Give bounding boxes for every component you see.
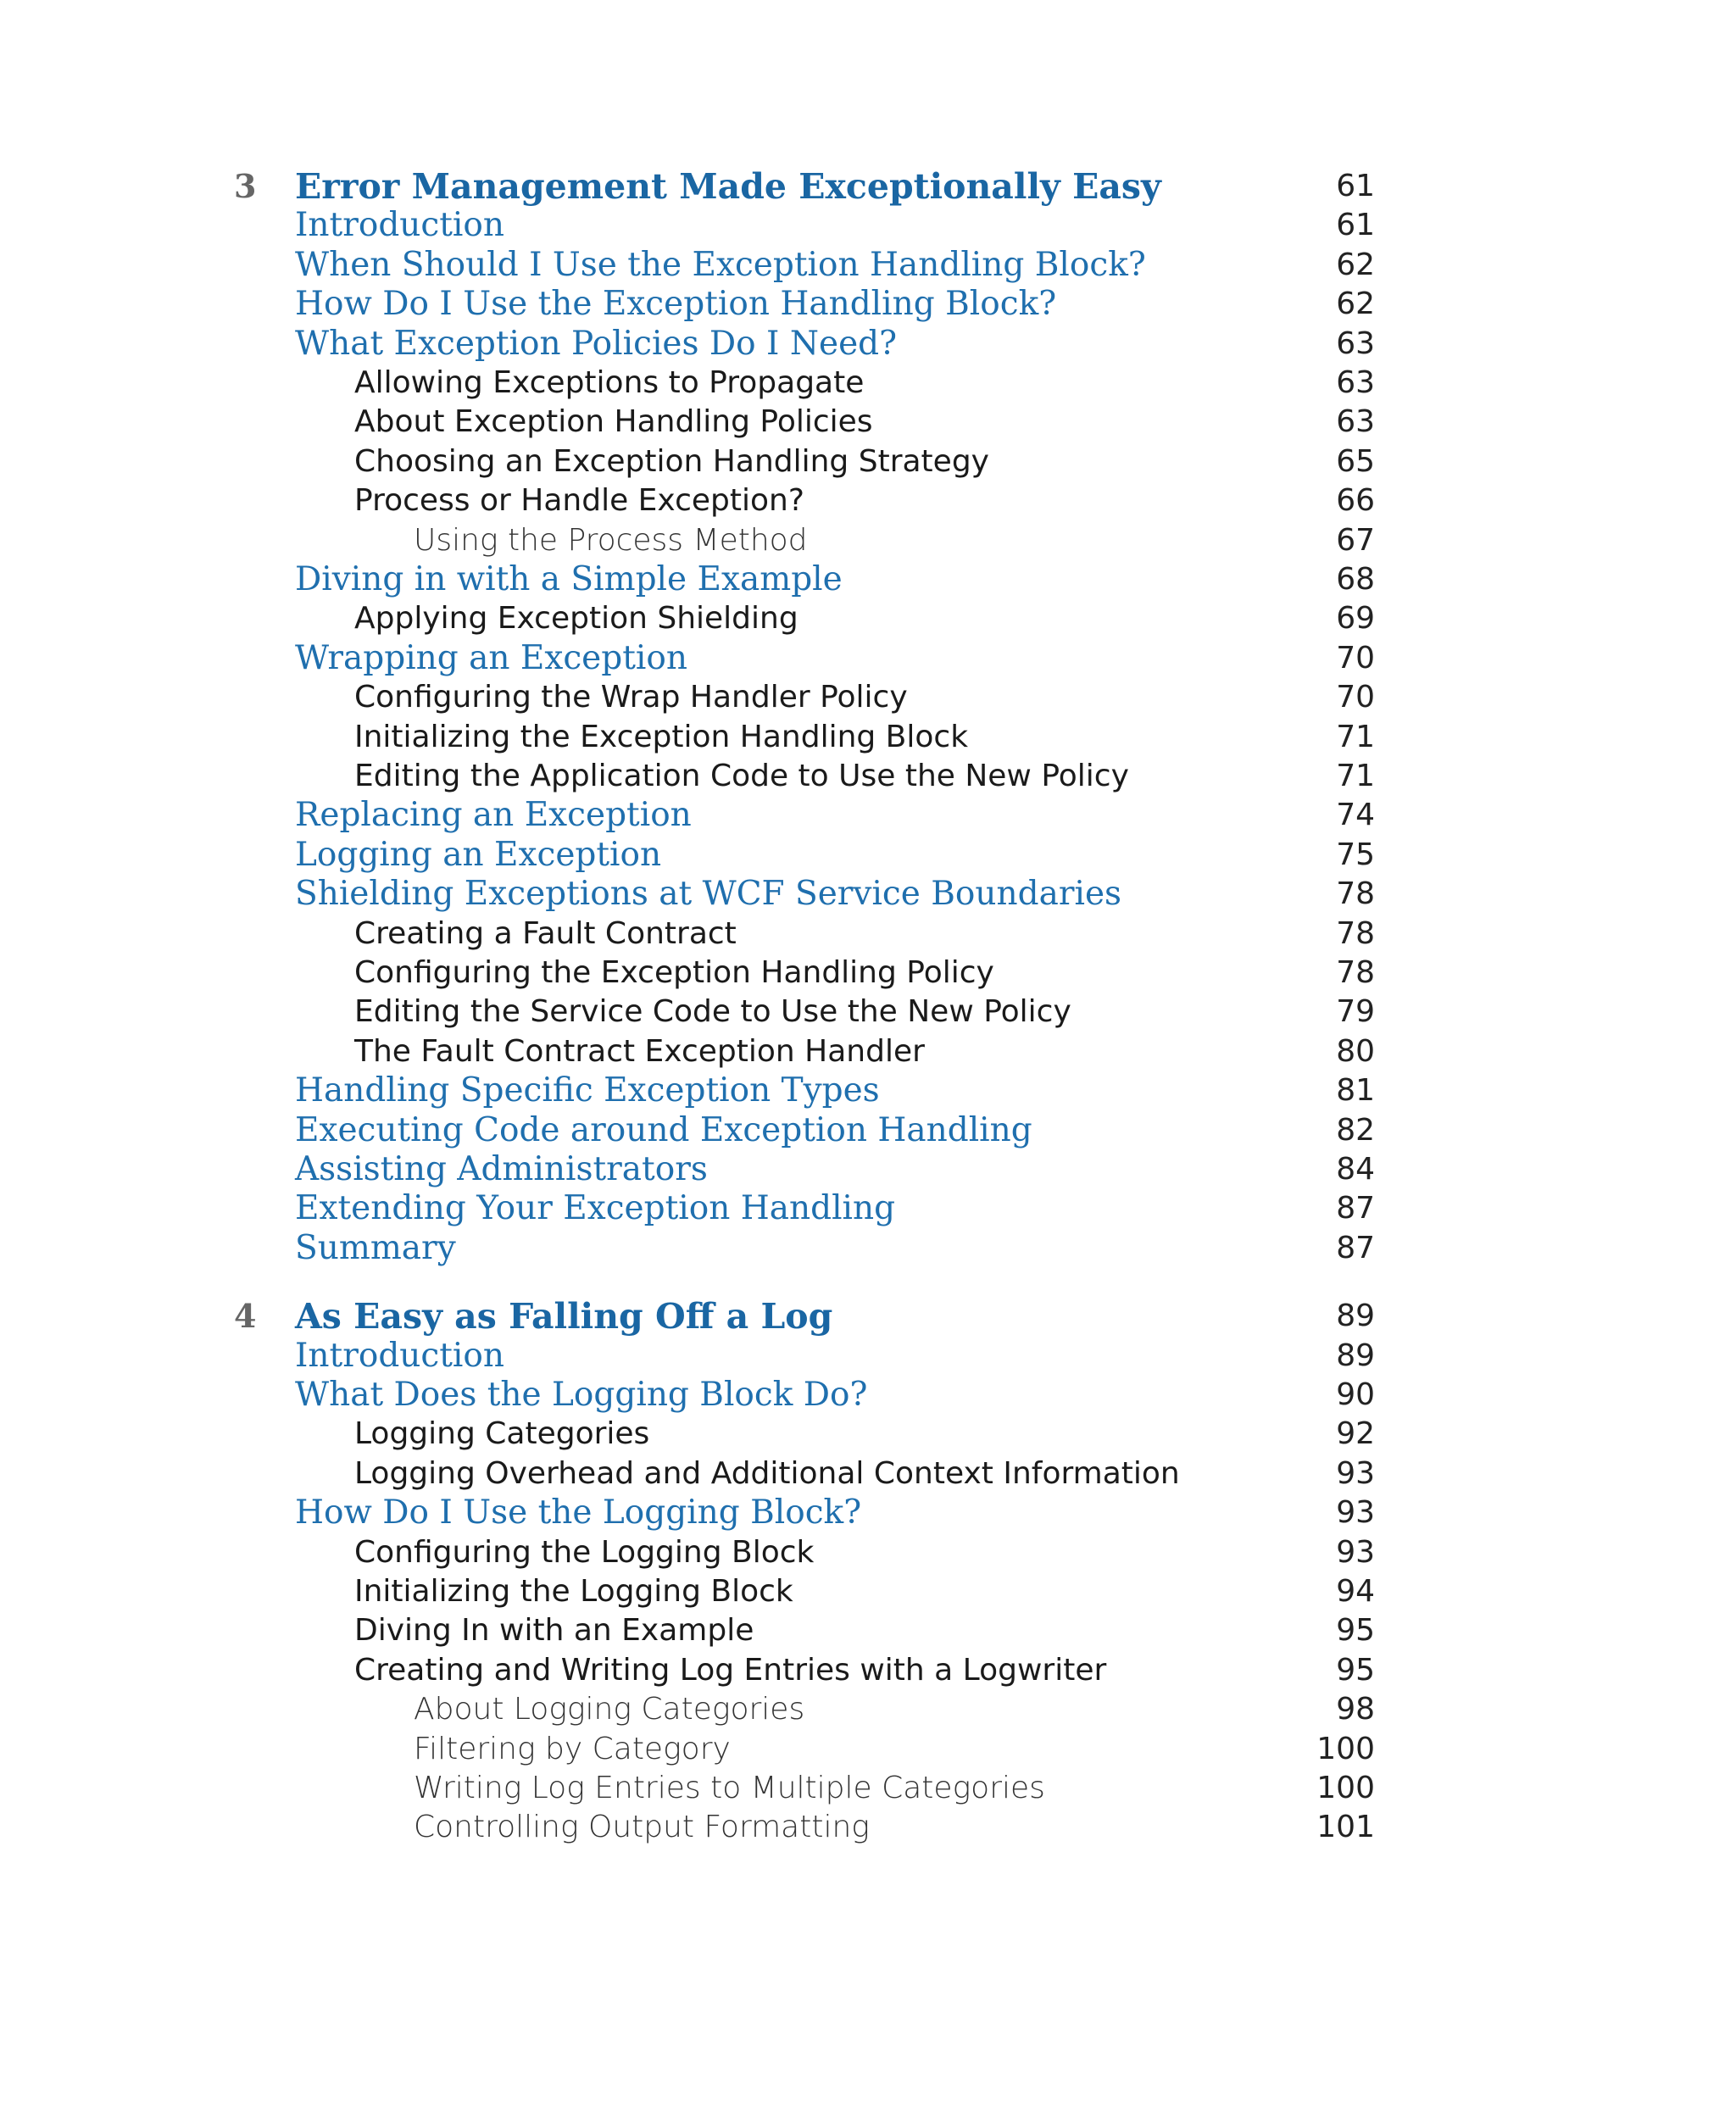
page-number: 61 xyxy=(1336,208,1375,242)
page-number: 71 xyxy=(1336,759,1375,793)
chapter-title: As Easy as Falling Off a Log xyxy=(295,1296,833,1337)
entry-title: Assisting Administrators xyxy=(295,1150,708,1188)
page-number: 78 xyxy=(1336,955,1375,990)
entry-title: Introduction xyxy=(295,1337,504,1375)
page-number: 101 xyxy=(1316,1810,1375,1844)
page-number: 98 xyxy=(1336,1692,1375,1727)
entry-title: How Do I Use the Logging Block? xyxy=(295,1493,862,1532)
toc-entry xyxy=(0,1454,1736,1493)
toc-entry xyxy=(0,1611,1736,1650)
toc-entry xyxy=(0,875,1736,914)
page-number: 94 xyxy=(1336,1574,1375,1609)
entry-title: Replacing an Exception xyxy=(295,796,692,834)
page-number: 82 xyxy=(1336,1113,1375,1148)
entry-title: Executing Code around Exception Handling xyxy=(295,1111,1032,1149)
entry-title: Creating and Writing Log Entries with a Logwriter xyxy=(354,1653,1107,1688)
entry-title: Extending Your Exception Handling xyxy=(295,1189,896,1227)
page-number: 93 xyxy=(1336,1535,1375,1570)
entry-title: Applying Exception Shielding xyxy=(354,601,798,636)
page-number: 90 xyxy=(1336,1377,1375,1412)
toc-entry xyxy=(0,481,1736,520)
entry-title: About Exception Handling Policies xyxy=(354,404,873,439)
page-number: 100 xyxy=(1316,1732,1375,1766)
page-number: 79 xyxy=(1336,994,1375,1029)
entry-title: The Fault Contract Exception Handler xyxy=(354,1034,925,1069)
entry-title: Controlling Output Formatting xyxy=(414,1810,870,1844)
toc-entry xyxy=(0,1189,1736,1228)
page-number: 100 xyxy=(1316,1771,1375,1805)
toc-entry xyxy=(0,1651,1736,1690)
page-number: 74 xyxy=(1336,798,1375,832)
page-number: 69 xyxy=(1336,601,1375,636)
toc-entry xyxy=(0,1533,1736,1572)
toc-entry xyxy=(0,796,1736,835)
page-number: 61 xyxy=(1336,169,1375,203)
entry-title: Configuring the Exception Handling Policy xyxy=(354,955,994,990)
entry-title: Logging Categories xyxy=(354,1416,650,1451)
chapter-title: Error Management Made Exceptionally Easy xyxy=(295,166,1161,207)
page-number: 70 xyxy=(1336,680,1375,715)
page-number: 70 xyxy=(1336,641,1375,676)
page-number: 68 xyxy=(1336,562,1375,597)
toc-entry xyxy=(0,1032,1736,1071)
toc-entry xyxy=(0,560,1736,599)
entry-title: Using the Process Method xyxy=(414,523,808,558)
entry-title: Shielding Exceptions at WCF Service Boundaries xyxy=(295,875,1122,913)
page-number: 62 xyxy=(1336,286,1375,321)
page-number: 63 xyxy=(1336,404,1375,439)
toc-entry xyxy=(0,718,1736,757)
toc-entry xyxy=(0,285,1736,324)
toc-entry xyxy=(0,1150,1736,1189)
toc-entry xyxy=(0,599,1736,638)
page-number: 65 xyxy=(1336,444,1375,479)
toc-entry xyxy=(0,1730,1736,1769)
toc-entry xyxy=(0,1415,1736,1454)
entry-title: Logging Overhead and Additional Context Information xyxy=(354,1456,1180,1491)
page-number: 89 xyxy=(1336,1338,1375,1373)
toc-entry xyxy=(0,246,1736,285)
entry-title: Filtering by Category xyxy=(414,1732,731,1766)
entry-title: Configuring the Wrap Handler Policy xyxy=(354,680,908,715)
entry-title: Introduction xyxy=(295,206,504,244)
entry-title: Editing the Service Code to Use the New Policy xyxy=(354,994,1071,1029)
toc-entry xyxy=(0,678,1736,717)
toc-entry xyxy=(0,1808,1736,1847)
entry-title: Allowing Exceptions to Propagate xyxy=(354,365,865,400)
chapter-number: 3 xyxy=(234,167,257,205)
toc-entry xyxy=(0,993,1736,1032)
toc-entry xyxy=(0,1111,1736,1150)
chapter-number: 4 xyxy=(234,1297,257,1335)
entry-title: Creating a Fault Contract xyxy=(354,916,737,951)
page-number: 80 xyxy=(1336,1034,1375,1069)
toc-entry xyxy=(0,521,1736,560)
page-number: 67 xyxy=(1336,523,1375,558)
toc-entry xyxy=(0,403,1736,442)
toc-chapter-entry xyxy=(0,1297,1736,1336)
entry-title: Choosing an Exception Handling Strategy xyxy=(354,444,989,479)
page-number: 78 xyxy=(1336,916,1375,951)
page-number: 75 xyxy=(1336,837,1375,872)
page-number: 87 xyxy=(1336,1231,1375,1265)
page-number: 92 xyxy=(1336,1416,1375,1451)
toc-entry xyxy=(0,1769,1736,1808)
entry-title: What Exception Policies Do I Need? xyxy=(295,325,898,363)
entry-title: Handling Specific Exception Types xyxy=(295,1071,880,1110)
toc-entry xyxy=(0,1071,1736,1110)
page-number: 95 xyxy=(1336,1653,1375,1688)
page-number: 81 xyxy=(1336,1073,1375,1108)
entry-title: Wrapping an Exception xyxy=(295,639,687,677)
toc-entry xyxy=(0,1229,1736,1268)
entry-title: Logging an Exception xyxy=(295,836,662,874)
toc-entry xyxy=(0,639,1736,678)
page-number: 84 xyxy=(1336,1152,1375,1187)
entry-title: Initializing the Exception Handling Block xyxy=(354,720,969,754)
entry-title: When Should I Use the Exception Handling Block? xyxy=(295,246,1146,284)
page-number: 89 xyxy=(1336,1299,1375,1333)
page-number: 63 xyxy=(1336,365,1375,400)
entry-title: Configuring the Logging Block xyxy=(354,1535,815,1570)
page-number: 71 xyxy=(1336,720,1375,754)
toc-entry xyxy=(0,757,1736,796)
toc-entry xyxy=(0,442,1736,481)
entry-title: About Logging Categories xyxy=(414,1692,805,1727)
entry-title: Process or Handle Exception? xyxy=(354,483,804,518)
toc-entry xyxy=(0,364,1736,403)
entry-title: Editing the Application Code to Use the New Policy xyxy=(354,759,1129,793)
page-number: 95 xyxy=(1336,1613,1375,1648)
toc-entry xyxy=(0,206,1736,245)
entry-title: Diving in with a Simple Example xyxy=(295,560,843,598)
entry-title: Diving In with an Example xyxy=(354,1613,754,1648)
entry-title: Initializing the Logging Block xyxy=(354,1574,793,1609)
page-number: 93 xyxy=(1336,1495,1375,1530)
entry-title: Writing Log Entries to Multiple Categories xyxy=(414,1771,1045,1805)
page-number: 63 xyxy=(1336,326,1375,361)
page-number: 93 xyxy=(1336,1456,1375,1491)
entry-title: Summary xyxy=(295,1229,456,1267)
toc-entry xyxy=(0,1572,1736,1611)
page-number: 66 xyxy=(1336,483,1375,518)
entry-title: What Does the Logging Block Do? xyxy=(295,1376,868,1414)
toc-entry xyxy=(0,325,1736,364)
toc-entry xyxy=(0,954,1736,993)
page-number: 62 xyxy=(1336,247,1375,282)
page-number: 87 xyxy=(1336,1191,1375,1226)
toc-entry xyxy=(0,1376,1736,1415)
toc-entry xyxy=(0,915,1736,954)
page-number: 78 xyxy=(1336,876,1375,911)
toc-entry xyxy=(0,1493,1736,1532)
entry-title: How Do I Use the Exception Handling Block? xyxy=(295,285,1057,323)
toc-entry xyxy=(0,1337,1736,1376)
toc-entry xyxy=(0,836,1736,875)
toc-chapter-entry xyxy=(0,167,1736,206)
toc-entry xyxy=(0,1690,1736,1729)
